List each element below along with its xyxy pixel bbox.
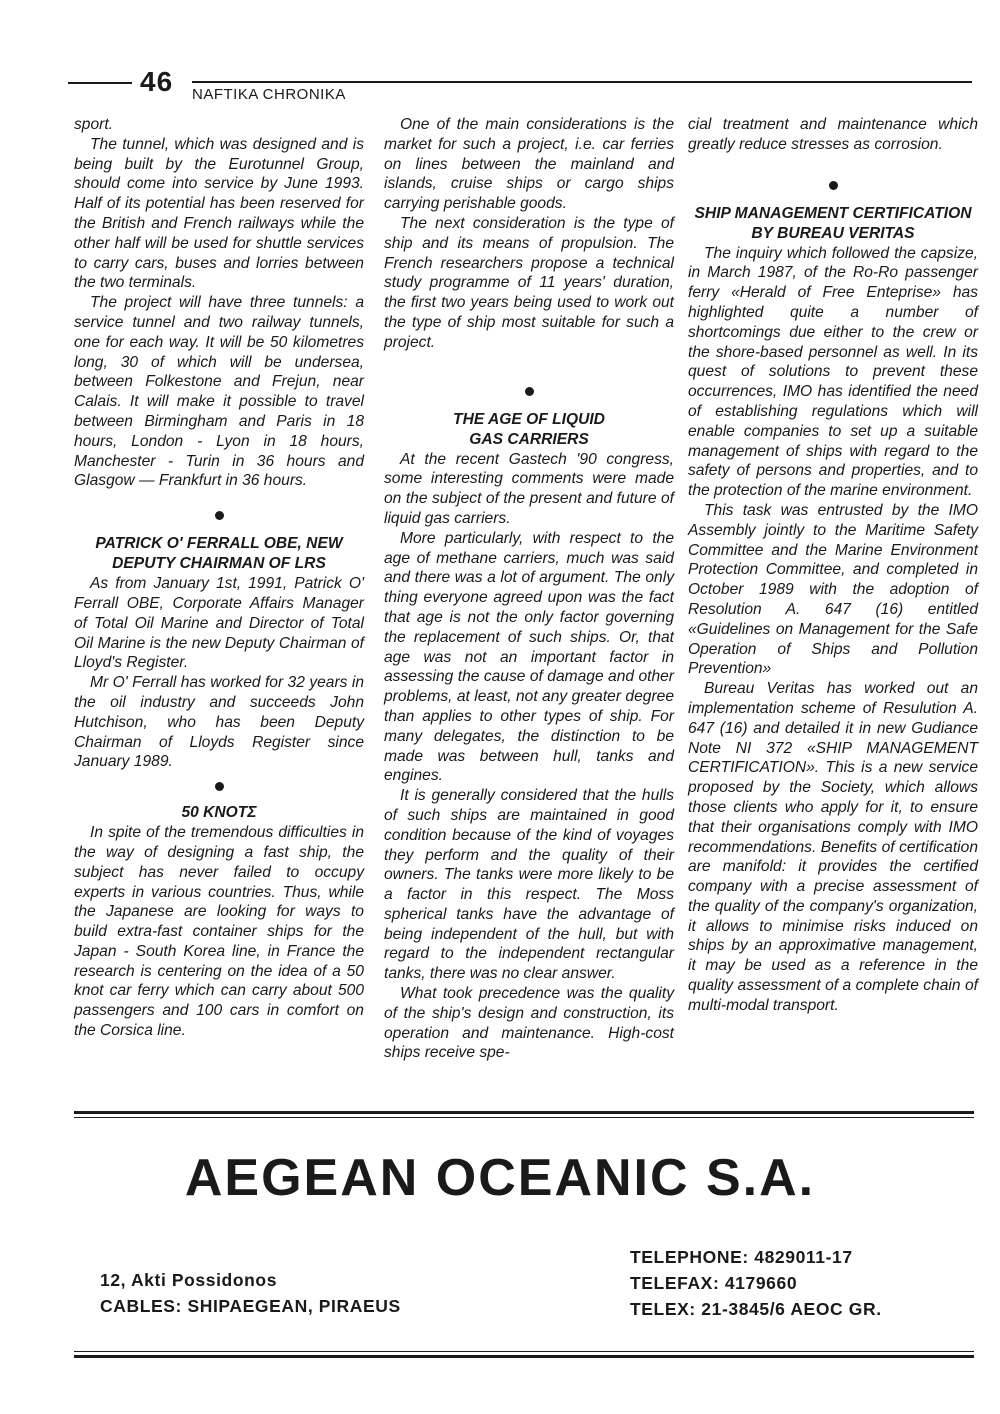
- ad-top-rule: [74, 1111, 974, 1114]
- bullet-separator: [215, 511, 224, 520]
- ad-telefax: TELEFAX: 4179660: [630, 1273, 798, 1293]
- ad-cables: CABLES: SHIPAEGEAN, PIRAEUS: [100, 1296, 401, 1316]
- ad-top-rule-thin: [74, 1117, 974, 1118]
- column-2: [384, 115, 674, 1063]
- paragraph: In spite of the tremendous difficulties in the way of designing a fast ship, the subject has never failed to occupy experts in various countries. Thus, while the Japanese are looking for ways to build extra-fast container ships for the Japan - South Korea line, in France the research is centering on the idea of a 50 knot car ferry which can carry about 500 passengers and 100 cars in comfort on the Corsica line.: [74, 824, 364, 1040]
- article-heading: 50 ΚΝΟΤΣ: [181, 804, 257, 822]
- paragraph: The tunnel, which was designed and is being built by the Eurotunnel Group, should come into service by June 1993. Half of its potential has been reserved for the British and French railways while the other half will be used for shuttle services to carry cars, buses and lorries between the two terminals.: [74, 135, 364, 292]
- paragraph: It is generally considered that the hulls of such ships are maintained in good condition because of the kind of voyages they perform and the quality of their owners. The tanks were more likely to be a factor in this respect. The Moss spherical tanks have the advantage of being independent of the hull, but with regard to the independent rectangular tanks, there was no clear answer.: [384, 787, 674, 983]
- bullet-separator: [525, 387, 534, 396]
- article-heading: PATRICK O' FERRALL OBE, NEW DEPUTY CHAIRMAN OF LRS: [95, 535, 343, 573]
- paragraph: More particularly, with respect to the age of methane carriers, much was said and there was a lot of argument. The only thing everyone agreed upon was the fact that age is not the only factor governing the replacement of such ships. Or, that age was not an important factor in assessing the cause of damage and other problems, at least, not any greater degree than applies to other types of ship. For many delegates, the distinction to be made was between hull, tanks and engines.: [384, 529, 674, 785]
- header-rule-right: [192, 81, 972, 83]
- article-heading: SHIP MANAGEMENT CERTIFICATION BY BUREAU VERITAS: [694, 204, 972, 242]
- column-3: [688, 115, 978, 1016]
- header-rule-left: [68, 82, 132, 84]
- ad-bottom-rule: [74, 1355, 974, 1358]
- article-heading: THE AGE OF LIQUID GAS CARRIERS: [453, 410, 605, 448]
- bullet-separator: [829, 181, 838, 190]
- paragraph: cial treatment and maintenance which greatly reduce stresses as corrosion.: [688, 116, 978, 153]
- column-1: [74, 115, 364, 1041]
- paragraph: As from January 1st, 1991, Patrick O' Ferrall OBE, Corporate Affairs Manager of Total Oil Marine and Director of Total Oil Marine is the new Deputy Chairman of Lloyd's Register.: [74, 575, 364, 672]
- paragraph: This task was entrusted by the IMO Assembly jointly to the Maritime Safety Committee and the Marine Environment Protection Committee, and completed in October 1989 with the adoption of Resolution A. 647 (16) entitled «Guidelines on Management for the Safe Operation of Ships and Pollution Prevention»: [688, 501, 978, 678]
- publication-name: NAFTIKA CHRONIKA: [192, 86, 346, 103]
- paragraph: One of the main considerations is the market for such a project, i.e. car ferries on lines between the mainland and islands, cruise ships or cargo ships carrying perishable goods.: [384, 116, 674, 213]
- bullet-separator: [215, 782, 224, 791]
- page-number: 46: [140, 66, 174, 97]
- paragraph: What took precedence was the quality of the ship's design and construction, its operation and maintenance. High-cost ships receive spe-: [384, 985, 674, 1062]
- paragraph: sport.: [74, 116, 113, 133]
- company-name: AEGEAN OCEANIC S.A.: [184, 1149, 816, 1207]
- paragraph: The project will have three tunnels: a service tunnel and two railway tunnels, one for each way. It will be 50 kilometres long, 30 of which will be undersea, between Folkestone and Frejun, near Calais. It will make it possible to travel between Birmingham and Paris in 18 hours, London - Lyon in 18 hours, Manchester - Turin in 36 hours and Glasgow — Frankfurt in 36 hours.: [74, 294, 364, 490]
- paragraph: Bureau Veritas has worked out an implementation scheme of Resulution A. 647 (16) and detailed it in new Gudiance Note NI 372 «SHIP MANAGEMENT CERTIFICATION». This is a new service proposed by the Society, which allows those clients who apply for it, to ensure that their organisations comply with IMO recommendations. Benefits of certification are manifold: it provides the certified company with a precise assessment of the quality of the company's organization, it allows to minimise risks induced on ships by an approximative management, it may be used as a reference in the quality assessment of a complete chain of multi-modal transport.: [688, 680, 978, 1014]
- paragraph: The inquiry which followed the capsize, in March 1987, of the Ro-Ro passenger ferry «Herald of Free Enteprise» has highlighted quite a number of shortcomings due either to the crew or the shore-based personnel as well. In its quest of solutions to prevent these occurrences, IMO has identified the need of establishing regulations which will enable companies to set up a suitable management of ships with regard to the safety of persons and properties, and to the protection of the marine environment.: [688, 244, 978, 500]
- ad-telex: TELEX: 21-3845/6 AEOC GR.: [630, 1299, 882, 1319]
- paragraph: The next consideration is the type of ship and its means of propulsion. The French researchers propose a technical study programme of 11 years' duration, the first two years being used to work out the type of ship most suitable for such a project.: [384, 214, 674, 351]
- paragraph: Mr O' Ferrall has worked for 32 years in the oil industry and succeeds John Hutchison, who has been Deputy Chairman of Lloyds Register since January 1989.: [74, 674, 364, 771]
- paragraph: At the recent Gastech '90 congress, some interesting comments were made on the subject of the present and future of liquid gas carriers.: [384, 450, 674, 527]
- ad-telephone: TELEPHONE: 4829011-17: [630, 1247, 853, 1267]
- ad-bottom-rule-thin: [74, 1351, 974, 1352]
- ad-address: 12, Akti Possidonos: [100, 1270, 278, 1290]
